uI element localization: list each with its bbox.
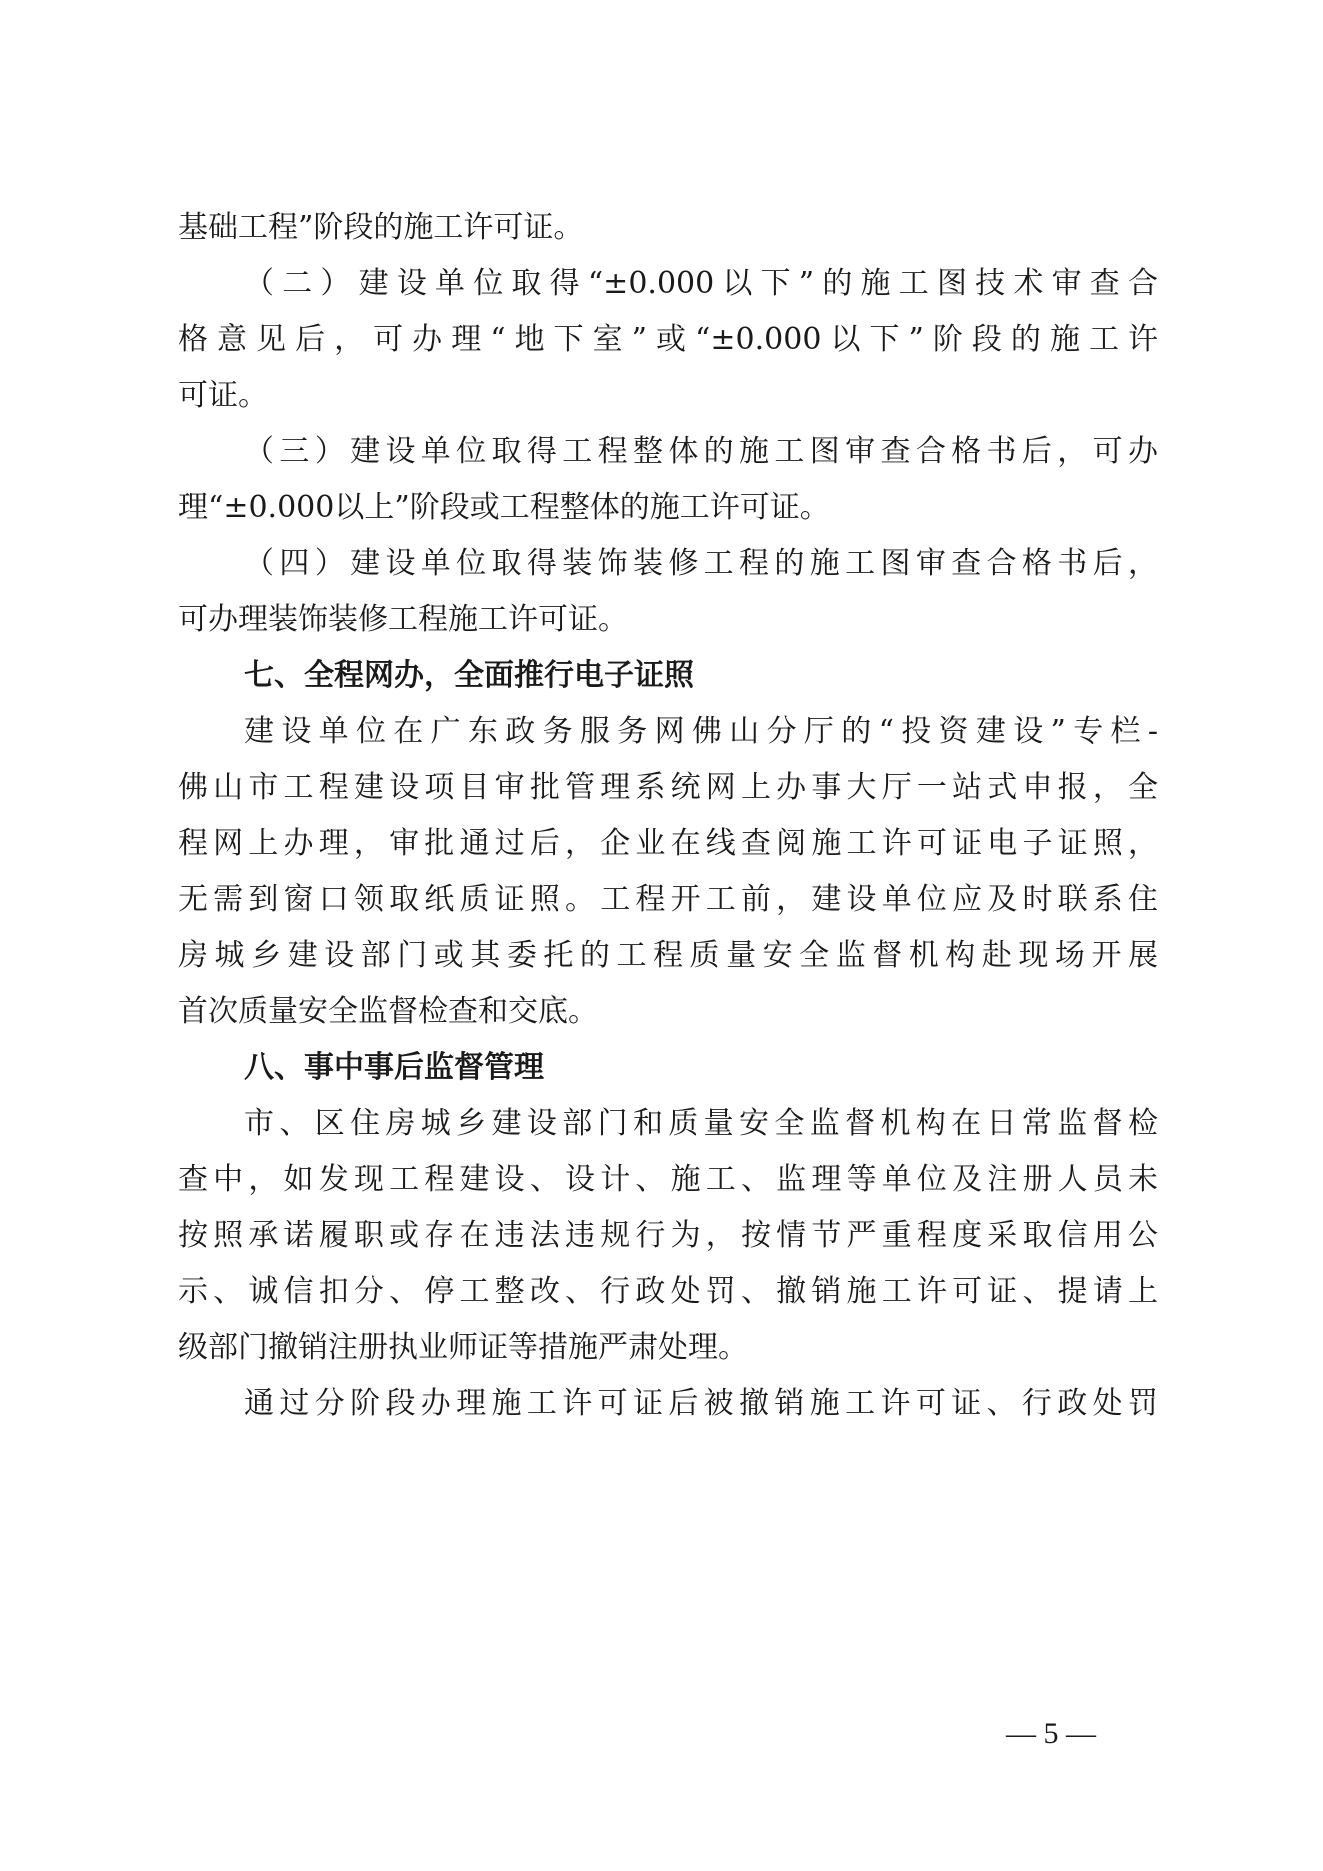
text-line: 按照承诺履职或存在违法违规行为，按情节严重程度采取信用公 (178, 1218, 1158, 1253)
text-line: 通过分阶段办理施工许可证后被撤销施工许可证、行政处罚 (244, 1386, 1158, 1421)
text-line: 首次质量安全监督检查和交底。 (178, 994, 598, 1029)
text-line: 基础工程”阶段的施工许可证。 (178, 210, 584, 245)
text-line: （二）建设单位取得“±0.000以下”的施工图技术审查合 (244, 266, 1158, 301)
text-line: 建设单位在广东政务服务网佛山分厅的“投资建设”专栏- (244, 714, 1158, 749)
section-heading: 七、全程网办，全面推行电子证照 (244, 658, 694, 693)
text-line: 理“±0.000以上”阶段或工程整体的施工许可证。 (178, 490, 830, 525)
page-number: — 5 — (1006, 1717, 1096, 1750)
text-line: 佛山市工程建设项目审批管理系统网上办事大厅一站式申报，全 (178, 770, 1158, 805)
section-heading: 八、事中事后监督管理 (244, 1050, 544, 1085)
text-line: 市、区住房城乡建设部门和质量安全监督机构在日常监督检 (244, 1106, 1158, 1141)
text-line: 示、诚信扣分、停工整改、行政处罚、撤销施工许可证、提请上 (178, 1274, 1158, 1309)
text-line: 格意见后，可办理“地下室”或“±0.000以下”阶段的施工许 (178, 322, 1158, 357)
text-line: 程网上办理，审批通过后，企业在线查阅施工许可证电子证照， (178, 826, 1158, 861)
text-line: 房城乡建设部门或其委托的工程质量安全监督机构赴现场开展 (178, 938, 1158, 973)
text-line: 可办理装饰装修工程施工许可证。 (178, 602, 628, 637)
text-line: 查中，如发现工程建设、设计、施工、监理等单位及注册人员未 (178, 1162, 1158, 1197)
text-line: 级部门撤销注册执业师证等措施严肃处理。 (178, 1330, 748, 1365)
text-line: 可证。 (178, 378, 268, 413)
text-line: （四）建设单位取得装饰装修工程的施工图审查合格书后， (244, 546, 1158, 581)
text-line: （三）建设单位取得工程整体的施工图审查合格书后，可办 (244, 434, 1158, 469)
text-line: 无需到窗口领取纸质证照。工程开工前，建设单位应及时联系住 (178, 882, 1158, 917)
